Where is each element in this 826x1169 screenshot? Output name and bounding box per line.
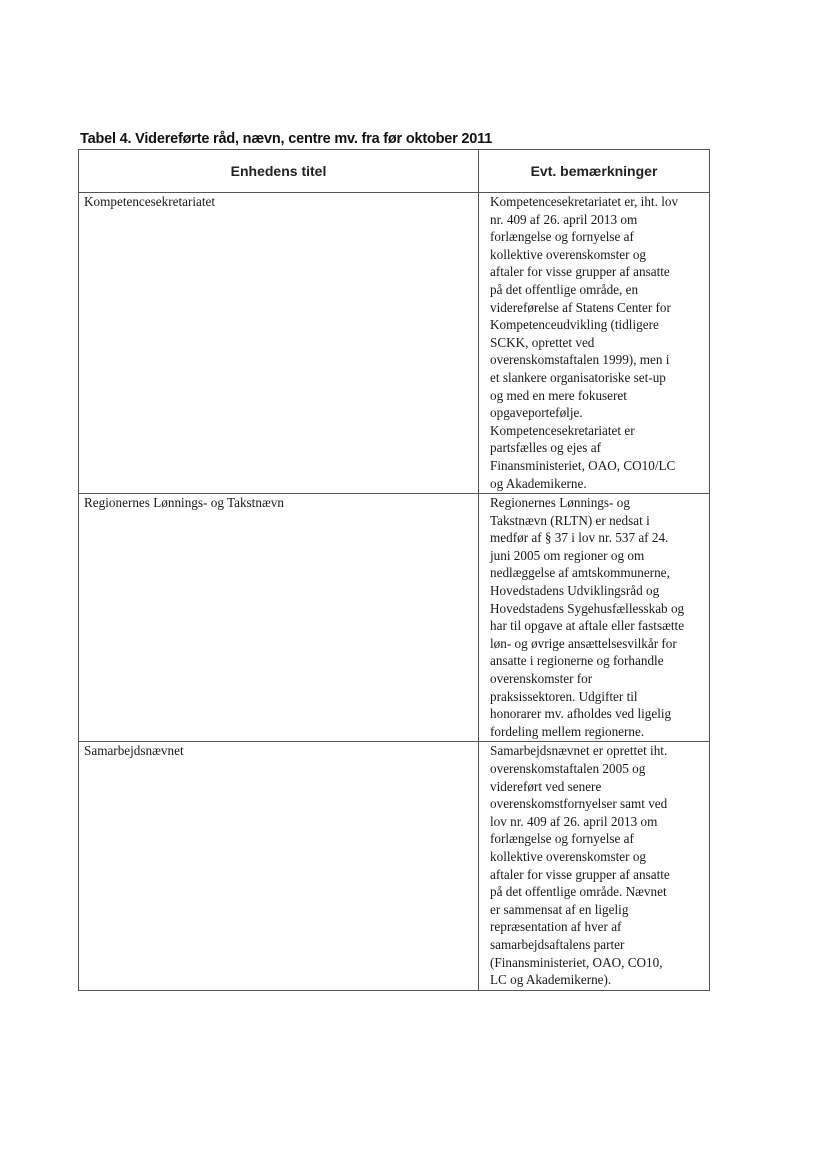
cell-remarks bbox=[479, 193, 710, 494]
remark-line: har til opgave at aftale eller fastsætte bbox=[490, 618, 685, 634]
remark-line: partsfælles og ejes af bbox=[490, 440, 601, 456]
remark-line: nedlæggelse af amtskommunerne, bbox=[490, 565, 670, 581]
remark-line: Kompetenceudvikling (tidligere bbox=[490, 317, 659, 333]
remark-line: videreført ved senere bbox=[490, 778, 602, 794]
column-header-remarks: Evt. bemærkninger bbox=[479, 150, 710, 193]
remark-line: og Akademikerne. bbox=[490, 475, 587, 491]
table-caption: Tabel 4. Videreførte råd, nævn, centre mv. fra før oktober 2011 bbox=[80, 131, 493, 147]
remark-text bbox=[490, 494, 708, 740]
remark-line: videreførelse af Statens Center for bbox=[490, 299, 671, 315]
remark-text bbox=[490, 742, 708, 988]
remark-line: forlængelse og fornyelse af bbox=[490, 229, 634, 245]
councils-table bbox=[78, 149, 710, 991]
remark-line: overenskomstfornyelser samt ved bbox=[490, 796, 668, 812]
remark-line: Kompetencesekretariatet er bbox=[490, 422, 635, 438]
remark-line: er sammensat af en ligelig bbox=[490, 901, 629, 917]
remark-line: et slankere organisatoriske set-up bbox=[490, 369, 666, 385]
remark-line: Regionernes Lønnings- og bbox=[490, 495, 630, 511]
remark-line: nr. 409 af 26. april 2013 om bbox=[490, 211, 638, 227]
cell-unit-title: Regionernes Lønnings- og Takstnævn bbox=[79, 494, 479, 742]
remark-line: honorarer mv. afholdes ved ligelig bbox=[490, 706, 672, 722]
remark-line: og med en mere fokuseret bbox=[490, 387, 627, 403]
remark-line: juni 2005 om regioner og om bbox=[490, 547, 645, 563]
remark-line: LC og Akademikerne). bbox=[490, 972, 612, 988]
cell-unit-title: Kompetencesekretariatet bbox=[79, 193, 479, 494]
remark-line: løn- og øvrige ansættelsesvilkår for bbox=[490, 635, 677, 651]
remark-line: Hovedstadens Udviklingsråd og bbox=[490, 583, 660, 599]
remark-line: lov nr. 409 af 26. april 2013 om bbox=[490, 813, 658, 829]
remark-line: Finansministeriet, OAO, CO10/LC bbox=[490, 457, 676, 473]
table-row bbox=[79, 494, 710, 742]
remark-line: Samarbejdsnævnet er oprettet iht. bbox=[490, 743, 668, 759]
remark-line: (Finansministeriet, OAO, CO10, bbox=[490, 954, 663, 970]
table-row bbox=[79, 193, 710, 494]
table-row bbox=[79, 742, 710, 990]
remark-line: samarbejdsaftalens parter bbox=[490, 936, 625, 952]
table-header-row bbox=[79, 150, 710, 193]
remark-line: overenskomstaftalen 1999), men i bbox=[490, 352, 670, 368]
remark-line: repræsentation af hver af bbox=[490, 919, 622, 935]
remark-line: opgaveportefølje. bbox=[490, 405, 583, 421]
table-body bbox=[79, 193, 710, 991]
remark-line: overenskomstaftalen 2005 og bbox=[490, 761, 646, 776]
remark-line: SCKK, oprettet ved bbox=[490, 334, 595, 350]
remark-text bbox=[490, 193, 708, 492]
remark-line: aftaler for visse grupper af ansatte bbox=[490, 264, 670, 280]
remark-line: Hovedstadens Sygehusfællesskab og bbox=[490, 600, 685, 616]
remark-line: forlængelse og fornyelse af bbox=[490, 831, 634, 847]
remark-line: ansatte i regionerne og forhandle bbox=[490, 653, 664, 669]
cell-remarks bbox=[479, 494, 710, 742]
cell-remarks bbox=[479, 742, 710, 990]
cell-unit-title: Samarbejdsnævnet bbox=[79, 742, 479, 990]
remark-line: medfør af § 37 i lov nr. 537 af 24. bbox=[490, 530, 669, 546]
remark-line: på det offentlige område, en bbox=[490, 281, 639, 297]
remark-line: på det offentlige område. Nævnet bbox=[490, 884, 667, 900]
remark-line: fordeling mellem regionerne. bbox=[490, 723, 645, 739]
remark-line: kollektive overenskomster og bbox=[490, 246, 647, 262]
column-header-title: Enhedens titel bbox=[79, 150, 479, 193]
remark-line: kollektive overenskomster og bbox=[490, 848, 647, 864]
remark-line: praksissektoren. Udgifter til bbox=[490, 688, 638, 704]
remark-line: aftaler for visse grupper af ansatte bbox=[490, 866, 670, 882]
remark-line: Kompetencesekretariatet er, iht. lov bbox=[490, 194, 679, 209]
remark-line: overenskomster for bbox=[490, 671, 593, 687]
remark-line: Takstnævn (RLTN) er nedsat i bbox=[490, 512, 650, 528]
